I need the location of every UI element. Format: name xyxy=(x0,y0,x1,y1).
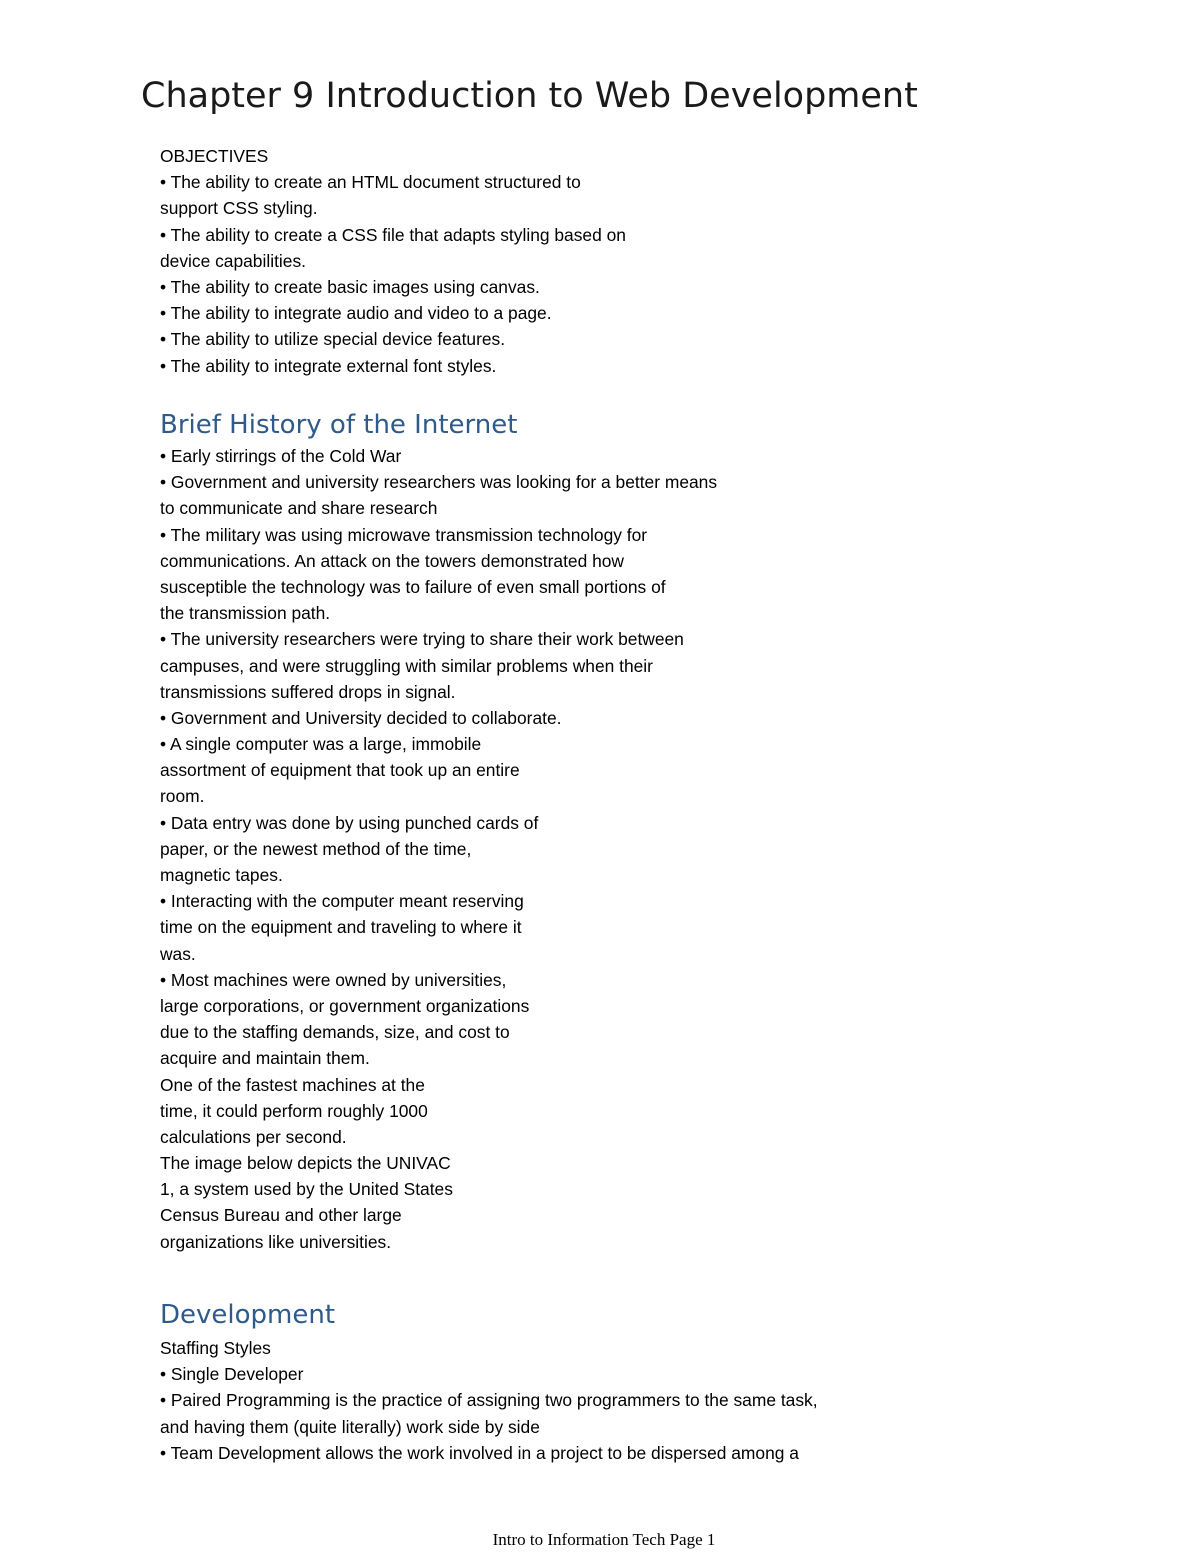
text-line: large corporations, or government organizations xyxy=(160,995,530,1016)
page-footer: Intro to Information Tech Page 1 xyxy=(492,1530,716,1549)
text-line: • The ability to integrate audio and video to a page. xyxy=(160,303,552,324)
text-line: Census Bureau and other large xyxy=(160,1205,402,1226)
text-line: • The ability to utilize special device features. xyxy=(160,329,506,350)
text-line: communications. An attack on the towers demonstrated how xyxy=(160,550,624,571)
history-section xyxy=(160,443,940,1255)
text-line: • Most machines were owned by universities, xyxy=(160,969,507,990)
text-line: One of the fastest machines at the xyxy=(160,1074,425,1095)
text-line: campuses, and were struggling with similar problems when their xyxy=(160,655,653,676)
text-line: support CSS styling. xyxy=(160,198,318,219)
text-line: • Team Development allows the work involved in a project to be dispersed among a xyxy=(160,1442,799,1463)
text-line: • Data entry was done by using punched cards of xyxy=(160,812,539,833)
text-line: • Early stirrings of the Cold War xyxy=(160,446,402,466)
text-line: • The ability to create basic images using canvas. xyxy=(160,276,540,297)
text-line: • The ability to create a CSS file that adapts styling based on xyxy=(160,224,626,245)
text-line: the transmission path. xyxy=(160,603,331,624)
text-line: susceptible the technology was to failure of even small portions of xyxy=(160,576,666,597)
text-line: acquire and maintain them. xyxy=(160,1048,370,1069)
text-line: to communicate and share research xyxy=(160,498,438,519)
page-title: Chapter 9 Introduction to Web Development xyxy=(141,76,918,116)
text-line: device capabilities. xyxy=(160,250,306,271)
text-line: OBJECTIVES xyxy=(160,146,269,166)
text-line: • Government and University decided to collaborate. xyxy=(160,707,562,728)
text-line: • The military was using microwave transmission technology for xyxy=(160,524,648,545)
text-line: • The university researchers were trying to share their work between xyxy=(160,629,684,650)
history-heading: Brief History of the Internet xyxy=(160,410,518,440)
text-line: calculations per second. xyxy=(160,1126,347,1147)
text-line: due to the staffing demands, size, and cost to xyxy=(160,1022,510,1043)
text-line: Staffing Styles xyxy=(160,1338,271,1358)
text-line: room. xyxy=(160,786,205,807)
text-line: and having them (quite literally) work side by side xyxy=(160,1416,540,1437)
text-line: paper, or the newest method of the time, xyxy=(160,838,472,859)
text-line: • Interacting with the computer meant reserving xyxy=(160,891,524,912)
text-line: time on the equipment and traveling to where it xyxy=(160,917,522,938)
development-section xyxy=(160,1335,940,1466)
text-line: 1, a system used by the United States xyxy=(160,1179,453,1200)
text-line: • Government and university researchers was looking for a better means xyxy=(160,472,718,493)
text-line: transmissions suffered drops in signal. xyxy=(160,681,456,702)
text-line: • A single computer was a large, immobile xyxy=(160,734,482,755)
text-line: magnetic tapes. xyxy=(160,865,283,885)
text-line: organizations like universities. xyxy=(160,1231,392,1252)
text-line: • The ability to create an HTML document structured to xyxy=(160,172,581,193)
text-line: • Single Developer xyxy=(160,1364,304,1385)
text-line: time, it could perform roughly 1000 xyxy=(160,1100,428,1121)
text-line: The image below depicts the UNIVAC xyxy=(160,1153,451,1174)
text-line: • The ability to integrate external font styles. xyxy=(160,355,497,376)
text-line: was. xyxy=(160,943,196,964)
text-line: assortment of equipment that took up an entire xyxy=(160,760,520,781)
objectives-section xyxy=(160,143,940,379)
development-heading: Development xyxy=(160,1300,336,1330)
text-line: • Paired Programming is the practice of assigning two programmers to the same task, xyxy=(160,1390,818,1411)
